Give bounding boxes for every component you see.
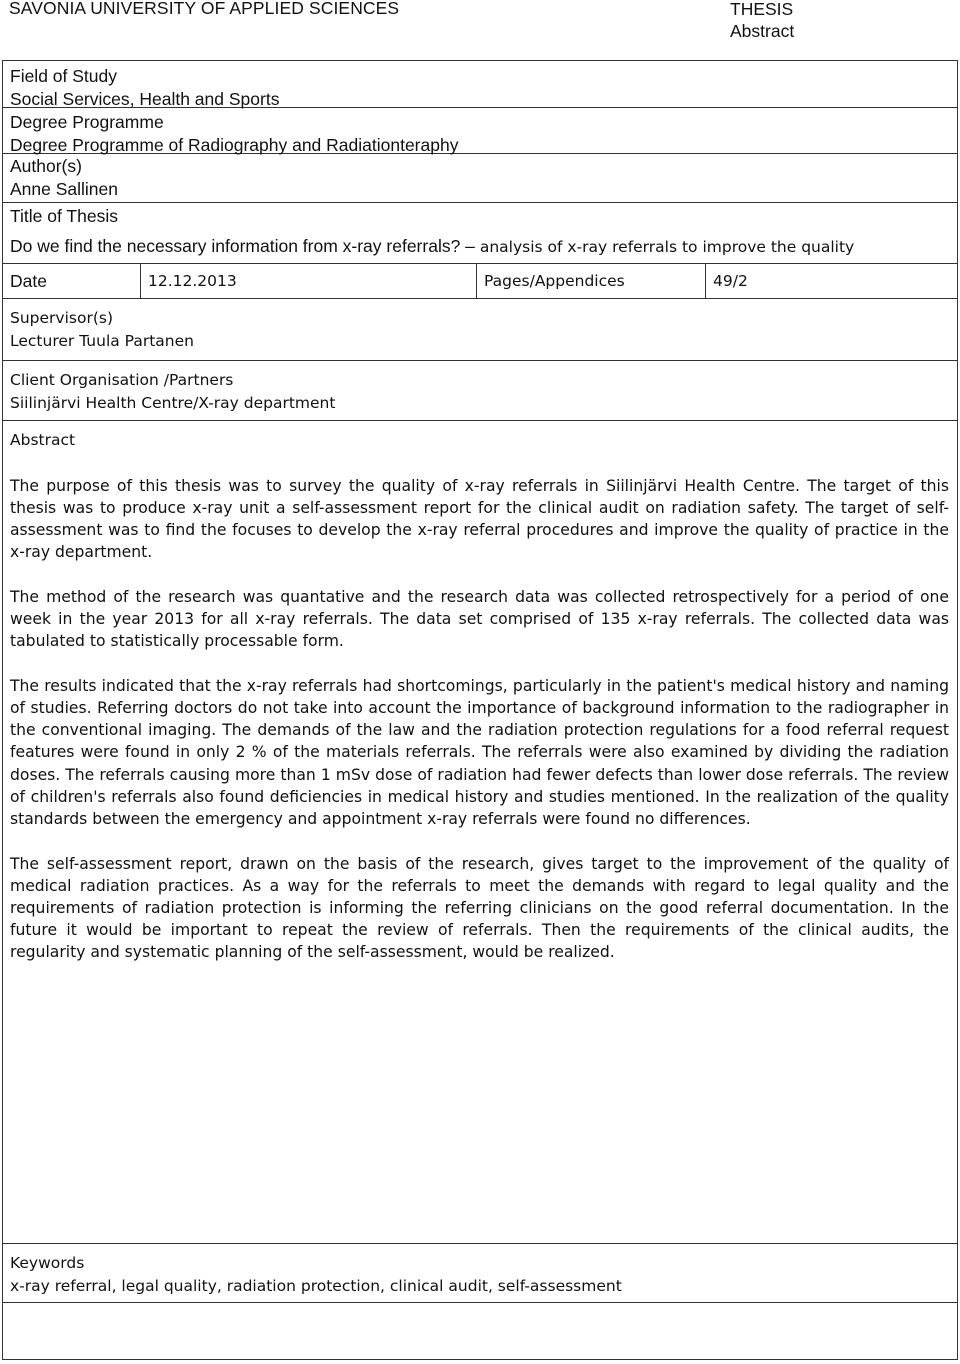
field-of-study-section: [3, 61, 957, 108]
authors-label: Author(s): [10, 156, 82, 176]
title-main: Do we find the necessary information from x-ray referrals? –: [10, 235, 475, 256]
abstract-paragraph: The purpose of this thesis was to survey the quality of x-ray referrals in Siilinjärvi Health Centre. The target of this thesis was to produce x-ray unit a self-assessment report for the clinical audit on radiation safety. The target of self-assessment was to find the focuses to develop the x-ray referral procedures and improve the quality of practice in the x-ray department.: [10, 476, 949, 562]
keywords-section: [3, 1244, 957, 1303]
doc-type-title: THESIS: [730, 0, 794, 19]
abstract-form: [2, 60, 958, 1360]
abstract-body: [10, 452, 957, 964]
date-pages-row: [3, 264, 957, 299]
field-of-study-label: Field of Study: [10, 66, 117, 86]
supervisor-label: Supervisor(s): [10, 309, 113, 327]
keywords-value: x-ray referral, legal quality, radiation protection, clinical audit, self-assessment: [10, 1276, 622, 1295]
authors-section: [3, 154, 957, 203]
supervisor-value: Lecturer Tuula Partanen: [10, 331, 194, 350]
date-label: Date: [3, 264, 141, 298]
supervisor-section: [3, 299, 957, 361]
authors-value: Anne Sallinen: [10, 178, 118, 199]
date-value: 12.12.2013: [141, 264, 477, 298]
client-label: Client Organisation /Partners: [10, 371, 234, 389]
abstract-paragraph: The method of the research was quantative and the research data was collected retrospectively for a period of one week in the year 2013 for all x-ray referrals. The data set comprised of 135 x-ray referrals. The collected data was tabulated to statistically processable form.: [10, 587, 949, 651]
abstract-paragraph: The self-assessment report, drawn on the basis of the research, gives target to the improvement of the quality of medical radiation practices. As a way for the referrals to meet the demands with regard to legal quality and the requirements of radiation protection is informing the referring clinicians on the good referral documentation. In the future it would be important to repeat the review of referrals. Then the requirements of the clinical audits, the regularity and systematic planning of the self-assessment, would be realized.: [10, 854, 949, 962]
doc-type-subtitle: Abstract: [730, 21, 795, 41]
title-section: [3, 203, 957, 264]
title-label: Title of Thesis: [10, 206, 118, 226]
degree-programme-section: [3, 108, 957, 154]
institution-name: SAVONIA UNIVERSITY OF APPLIED SCIENCES: [9, 0, 400, 18]
pages-label: Pages/Appendices: [477, 264, 706, 298]
title-value: [10, 228, 957, 259]
title-subtitle: analysis of x-ray referrals to improve the quality: [474, 237, 855, 256]
abstract-label: Abstract: [10, 431, 76, 449]
abstract-section: [3, 421, 957, 1244]
field-of-study-value: Social Services, Health and Sports: [10, 88, 280, 109]
document-type: [730, 0, 794, 42]
client-value: Siilinjärvi Health Centre/X-ray department: [10, 393, 336, 412]
empty-footer-box: [3, 1303, 957, 1359]
pages-value: 49/2: [713, 272, 748, 290]
degree-programme-label: Degree Programme: [10, 112, 164, 132]
client-section: [3, 361, 957, 421]
keywords-label: Keywords: [10, 1254, 85, 1272]
abstract-paragraph: The results indicated that the x-ray referrals had shortcomings, particularly in the patient's medical history and naming of studies. Referring doctors do not take into account the importance of background information to the radiographer in the conventional imaging. The demands of the law and the radiation protection regulations for a food referral request features were found in only 2 % of the materials referrals. The referrals were also examined by dividing the radiation doses. The referrals causing more than 1 mSv dose of radiation had fewer defects than lower dose referrals. The review of children's referrals also found deficiencies in medical history and studies mentioned. In the realization of the quality standards between the emergency and appointment x-ray referrals were found no differences.: [10, 676, 949, 828]
degree-programme-value: Degree Programme of Radiography and Radiationteraphy: [10, 134, 459, 155]
